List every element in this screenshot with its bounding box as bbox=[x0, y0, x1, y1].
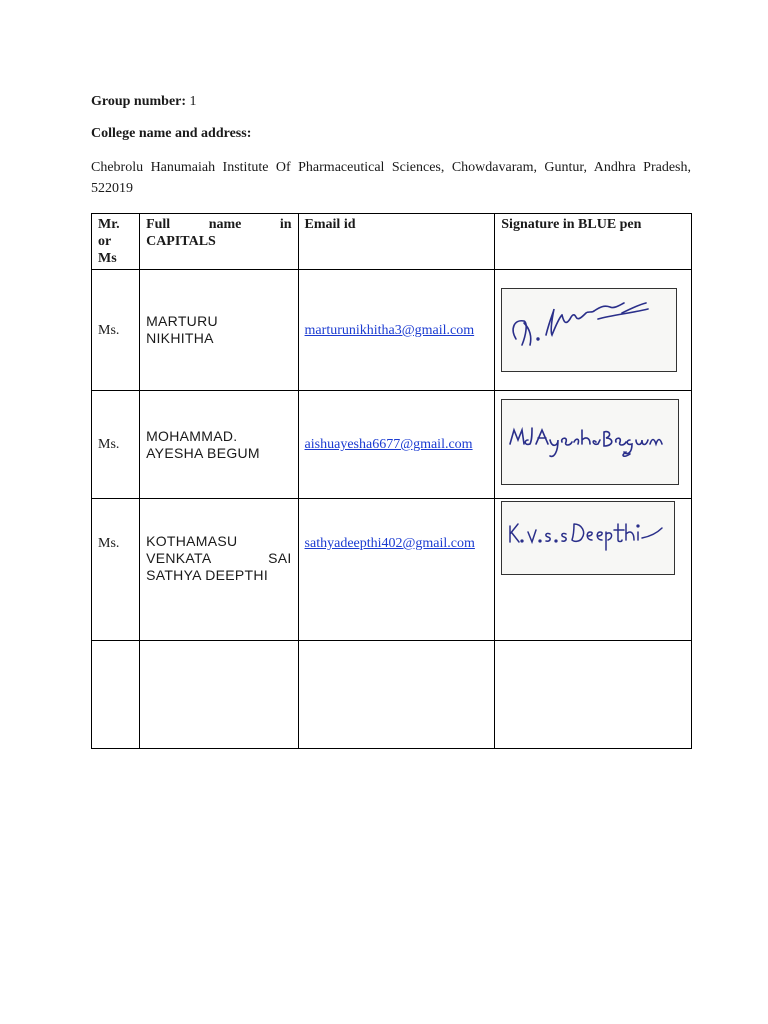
empty-cell[interactable] bbox=[495, 641, 692, 749]
header-title: Mr. or Ms bbox=[92, 214, 140, 270]
email-link[interactable]: marturunikhitha3@gmail.com bbox=[304, 322, 475, 338]
empty-cell[interactable] bbox=[298, 641, 495, 749]
row-name-line: KOTHAMASU bbox=[146, 533, 238, 549]
table-header-row bbox=[92, 214, 692, 270]
row-name-line: NIKHITHA bbox=[146, 330, 214, 346]
row-name-line: SATHYA DEEPTHI bbox=[146, 567, 269, 583]
table-row bbox=[92, 391, 692, 499]
empty-cell[interactable] bbox=[92, 641, 140, 749]
row-full-name bbox=[140, 270, 298, 391]
row-email bbox=[298, 499, 495, 641]
row-full-name bbox=[140, 391, 298, 499]
header-full-name-part: name bbox=[208, 217, 242, 232]
header-email: Email id bbox=[298, 214, 495, 270]
row-signature bbox=[495, 499, 692, 641]
row-email bbox=[298, 270, 495, 391]
group-number-label: Group number: bbox=[91, 94, 187, 109]
row-name-line: SAI bbox=[268, 550, 292, 566]
email-link[interactable]: aishuayesha6677@gmail.com bbox=[304, 437, 473, 452]
row-name-line: VENKATA bbox=[146, 550, 212, 566]
group-number-value: 1 bbox=[186, 94, 197, 109]
row-name-line: MOHAMMAD. bbox=[146, 427, 238, 444]
row-full-name bbox=[140, 499, 298, 641]
header-full-name bbox=[140, 214, 298, 270]
empty-cell[interactable] bbox=[140, 641, 298, 749]
signature-image bbox=[501, 399, 679, 485]
row-title: Ms. bbox=[92, 270, 140, 391]
row-email bbox=[298, 391, 495, 499]
row-signature bbox=[495, 270, 692, 391]
row-signature bbox=[495, 391, 692, 499]
table-row bbox=[92, 499, 692, 641]
header-full-name-part: CAPITALS bbox=[146, 234, 216, 249]
row-title: Ms. bbox=[92, 499, 140, 641]
header-full-name-part: Full bbox=[146, 217, 171, 232]
row-name-line: AYESHA BEGUM bbox=[146, 444, 260, 461]
row-name-line: MARTURU bbox=[146, 313, 218, 329]
college-heading: College name and address: bbox=[91, 126, 252, 141]
participants-table bbox=[91, 213, 692, 749]
signature-image bbox=[501, 501, 675, 575]
header-full-name-part: in bbox=[279, 217, 292, 232]
header-signature: Signature in BLUE pen bbox=[495, 214, 692, 270]
table-row bbox=[92, 270, 692, 391]
table-row-empty bbox=[92, 641, 692, 749]
college-address: Chebrolu Hanumaiah Institute Of Pharmaceutical Sciences, Chowdavaram, Guntur, Andhra Pradesh, 522019 bbox=[91, 160, 691, 196]
group-number bbox=[91, 92, 691, 112]
signature-image bbox=[501, 288, 677, 372]
row-name-line-split bbox=[146, 550, 291, 567]
email-link[interactable]: sathyadeepthi402@gmail.com bbox=[304, 536, 475, 551]
row-title: Ms. bbox=[92, 391, 140, 499]
document-header bbox=[91, 92, 691, 199]
